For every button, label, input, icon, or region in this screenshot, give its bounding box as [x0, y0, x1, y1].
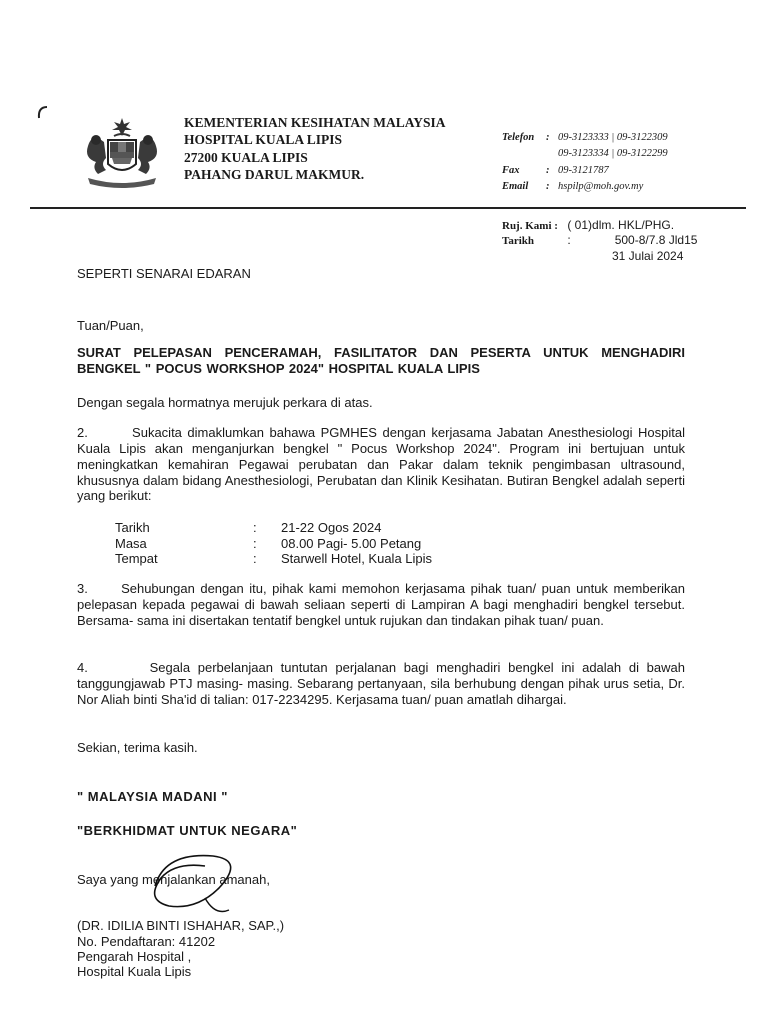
contact-label: [502, 146, 546, 162]
contact-label: Email: [502, 180, 529, 192]
signatory-institution: Hospital Kuala Lipis: [77, 964, 192, 979]
detail-value: 21-22 Ogos 2024: [281, 520, 382, 535]
paragraph-4: 4. Segala perbelanjaan tuntutan perjalanan bagi menghadiri bengkel ini adalah di bawah tanggungjawab PTJ masing- masing. Sebarang pertanyaan, sila berhubung dengan pihak urus setia, Dr. Nor Aliah binti Sha'id di talian: 017-2234295. Kerjasama tuan/ puan amatlah dihargai.: [77, 660, 685, 707]
contact-label: Telefon: [502, 132, 535, 143]
malaysia-crest-icon: [74, 112, 170, 192]
handwritten-signature-icon: [135, 848, 265, 918]
contact-row: [502, 146, 668, 162]
contact-value: 09-3123333 | 09-3122309: [558, 132, 668, 143]
signatory-position: Pengarah Hospital ,: [77, 949, 192, 964]
paragraph-3: 3. Sehubungan dengan itu, pihak kami memohon kerjasama pihak tuan/ puan untuk memberikan pelepasan kepada pegawai di bawah seliaan seperti di Lampiran A bagi menghadiri bengkel tersebut. Bersama- sama ini disertakan tentatif bengkel untuk rujukan dan tindakan pihak tuan/ puan.: [77, 581, 685, 628]
org-line: HOSPITAL KUALA LIPIS: [184, 132, 343, 148]
contact-row: Email : hspilp@moh.gov.my: [502, 179, 668, 195]
detail-key: Masa: [115, 535, 147, 551]
pen-mark: [34, 104, 50, 120]
motto-berkhidmat: "BERKHIDMAT UNTUK NEGARA": [77, 823, 298, 838]
contact-value: hspilp@moh.gov.my: [558, 180, 644, 192]
motto-malaysia-madani: " MALAYSIA MADANI ": [77, 789, 228, 804]
tarikh-colon: :: [567, 233, 571, 248]
contact-row: Fax : 09-3121787: [502, 163, 668, 179]
ruj-value: ( 01)dlm. HKL/PHG.: [567, 218, 675, 232]
registration-number: No. Pendaftaran: 41202: [77, 934, 216, 949]
detail-row: Tempat : Starwell Hotel, Kuala Lipis: [115, 551, 433, 566]
subject-heading: SURAT PELEPASAN PENCERAMAH, FASILITATOR DAN PESERTA UNTUK MENGHADIRI BENGKEL " POCUS WORKSHOP 2024" HOSPITAL KUALA LIPIS: [77, 345, 685, 376]
letterhead-organization: [184, 114, 446, 183]
contact-value: 09-3121787: [558, 164, 609, 176]
detail-key: Tarikh: [115, 520, 150, 535]
org-line: PAHANG DARUL MAKMUR.: [184, 166, 365, 182]
ruj-value-line2: 500-8/7.8 Jld15: [614, 233, 698, 248]
paragraph-2: 2. Sukacita dimaklumkan bahawa PGMHES dengan kerjasama Jabatan Anesthesiologi Hospital Kuala Lipis akan menganjurkan bengkel " Pocus Workshop 2024". Program ini bertujuan untuk meningkatkan kemahiran Pegawai perubatan dan Pakar dalam teknik pengimbasan ultrasound, khususnya dalam bidang Anesthesiologi, Perubatan dan Klinik Kesihatan. Butiran Bengkel adalah seperti yang berikut:: [77, 425, 685, 504]
tarikh-label: Tarikh: [502, 235, 535, 248]
letterhead-divider: [30, 207, 746, 209]
ruj-label: Ruj. Kami :: [502, 220, 558, 232]
detail-row: Masa : 08.00 Pagi- 5.00 Petang: [115, 535, 422, 551]
org-line: KEMENTERIAN KESIHATAN MALAYSIA: [184, 115, 446, 130]
opening-line: Dengan segala hormatnya merujuk perkara di atas.: [77, 395, 373, 410]
detail-key: Tempat: [115, 551, 158, 566]
tarikh-value: 31 Julai 2024: [612, 248, 684, 263]
addressee: SEPERTI SENARAI EDARAN: [77, 266, 251, 281]
letterhead-contacts: [502, 130, 668, 195]
salutation: Tuan/Puan,: [77, 318, 144, 333]
contact-row: Telefon : 09-3123333 | 09-3122309: [502, 130, 668, 146]
reference-block: [502, 218, 697, 263]
sign-off: Saya yang menjalankan amanah,: [77, 872, 270, 887]
closing-line: Sekian, terima kasih.: [77, 740, 198, 755]
detail-row: Tarikh : 21-22 Ogos 2024: [115, 520, 382, 535]
org-line: 27200 KUALA LIPIS: [184, 149, 308, 165]
contact-label: Fax: [502, 164, 520, 176]
detail-value: 08.00 Pagi- 5.00 Petang: [281, 535, 422, 551]
signatory-name: (DR. IDILIA BINTI ISHAHAR, SAP.,): [77, 918, 285, 933]
detail-value: Starwell Hotel, Kuala Lipis: [281, 551, 433, 566]
contact-value: 09-3123334 | 09-3122299: [558, 148, 668, 160]
workshop-details: [115, 520, 432, 567]
